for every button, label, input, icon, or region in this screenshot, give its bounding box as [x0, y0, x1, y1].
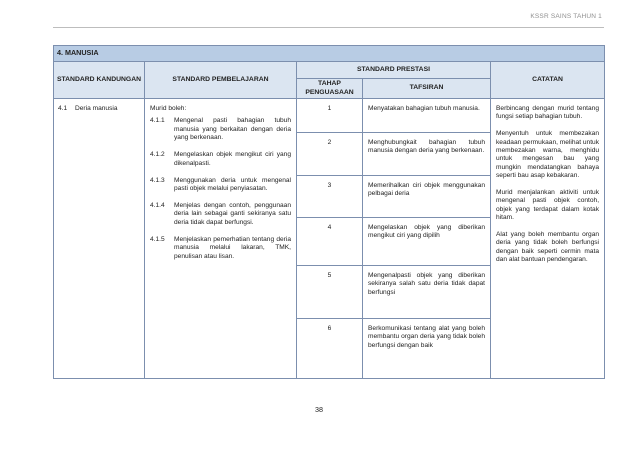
prestasi-level: 1	[297, 99, 363, 133]
header-standard-kandungan: STANDARD KANDUNGAN	[54, 62, 145, 99]
prestasi-tafsiran: Mengenalpasti objek yang diberikan sekiranya salah satu deria tidak dapat berfungsi	[363, 266, 491, 319]
prestasi-tafsiran: Memerihalkan ciri objek menggunakan pelbagai deria	[363, 176, 491, 218]
pembelajaran-item	[150, 117, 291, 142]
pembelajaran-item	[150, 236, 291, 261]
prestasi-level: 6	[297, 319, 363, 379]
header-rule	[53, 27, 604, 28]
running-head: KSSR SAINS TAHUN 1	[530, 13, 602, 20]
standard-kandungan-title: Deria manusia	[75, 105, 118, 112]
catatan-paragraph: Menyentuh untuk membezakan keadaan permukaan, melihat untuk membezakan warna, menghidu untuk mengesan bau yang mungkin mendatangkan bahaya seperti bau asap kebakaran.	[496, 130, 600, 180]
header-standard-pembelajaran: STANDARD PEMBELAJARAN	[145, 62, 297, 99]
page-number: 38	[315, 405, 323, 414]
pembelajaran-text: Menjelaskan pemerhatian tentang deria manusia melalui lakaran, TMK, penulisan atau lisan.	[174, 235, 291, 260]
pembelajaran-item	[150, 202, 291, 227]
standard-kandungan-code: 4.1	[58, 105, 68, 112]
pembelajaran-text: Menjelas dengan contoh, penggunaan deria lain sebagai ganti sekiranya satu deria tidak dapat berfungsi.	[174, 202, 291, 226]
pembelajaran-code: 4.1.5	[150, 235, 165, 243]
pembelajaran-text: Mengenal pasti bahagian tubuh manusia yang berkaitan dengan deria yang berkenaan.	[174, 117, 291, 142]
header-catatan: CATATAN	[491, 62, 605, 99]
standard-kandungan-cell	[54, 99, 145, 379]
prestasi-level: 3	[297, 176, 363, 218]
pembelajaran-code: 4.1.4	[150, 202, 165, 210]
section-title: 4. MANUSIA	[54, 46, 605, 62]
pembelajaran-text: Menggunakan deria untuk mengenal pasti objek melalui penyiasatan.	[174, 176, 291, 193]
header-tafsiran: TAFSIRAN	[363, 79, 491, 99]
pembelajaran-item	[150, 151, 291, 168]
prestasi-level: 5	[297, 266, 363, 319]
catatan-cell	[491, 99, 605, 379]
prestasi-tafsiran: Mengelaskan objek yang diberikan mengikut ciri yang dipilih	[363, 218, 491, 266]
prestasi-tafsiran: Menghubungkait bahagian tubuh manusia dengan deria yang berkenaan.	[363, 133, 491, 176]
catatan-paragraph: Murid menjalankan aktiviti untuk mengenal pasti objek contoh, objek yang terdapat dalam kotak hitam.	[496, 189, 600, 222]
prestasi-tafsiran: Menyatakan bahagian tubuh manusia.	[363, 99, 491, 133]
pembelajaran-code: 4.1.2	[150, 151, 165, 159]
pembelajaran-item	[150, 177, 291, 194]
prestasi-level: 2	[297, 133, 363, 176]
header-tahap-penguasaan: TAHAP PENGUASAAN	[297, 79, 363, 99]
pembelajaran-code: 4.1.1	[150, 117, 165, 125]
pembelajaran-code: 4.1.3	[150, 176, 165, 184]
pembelajaran-intro: Murid boleh:	[150, 105, 187, 112]
prestasi-tafsiran: Berkomunikasi tentang alat yang boleh membantu organ deria yang tidak boleh berfungsi dengan baik	[363, 319, 491, 379]
pembelajaran-text: Mengelaskan objek mengikut ciri yang dikenalpasti.	[174, 151, 291, 167]
curriculum-table	[53, 45, 605, 379]
standard-pembelajaran-cell	[145, 99, 297, 379]
prestasi-level: 4	[297, 218, 363, 266]
catatan-paragraph: Berbincang dengan murid tentang fungsi setiap bahagian tubuh.	[496, 105, 600, 121]
catatan-paragraph: Alat yang boleh membantu organ deria yang tidak boleh berfungsi dengan baik seperti cermin mata dan alat bantuan pendengaran.	[496, 231, 600, 264]
header-standard-prestasi: STANDARD PRESTASI	[297, 62, 491, 79]
